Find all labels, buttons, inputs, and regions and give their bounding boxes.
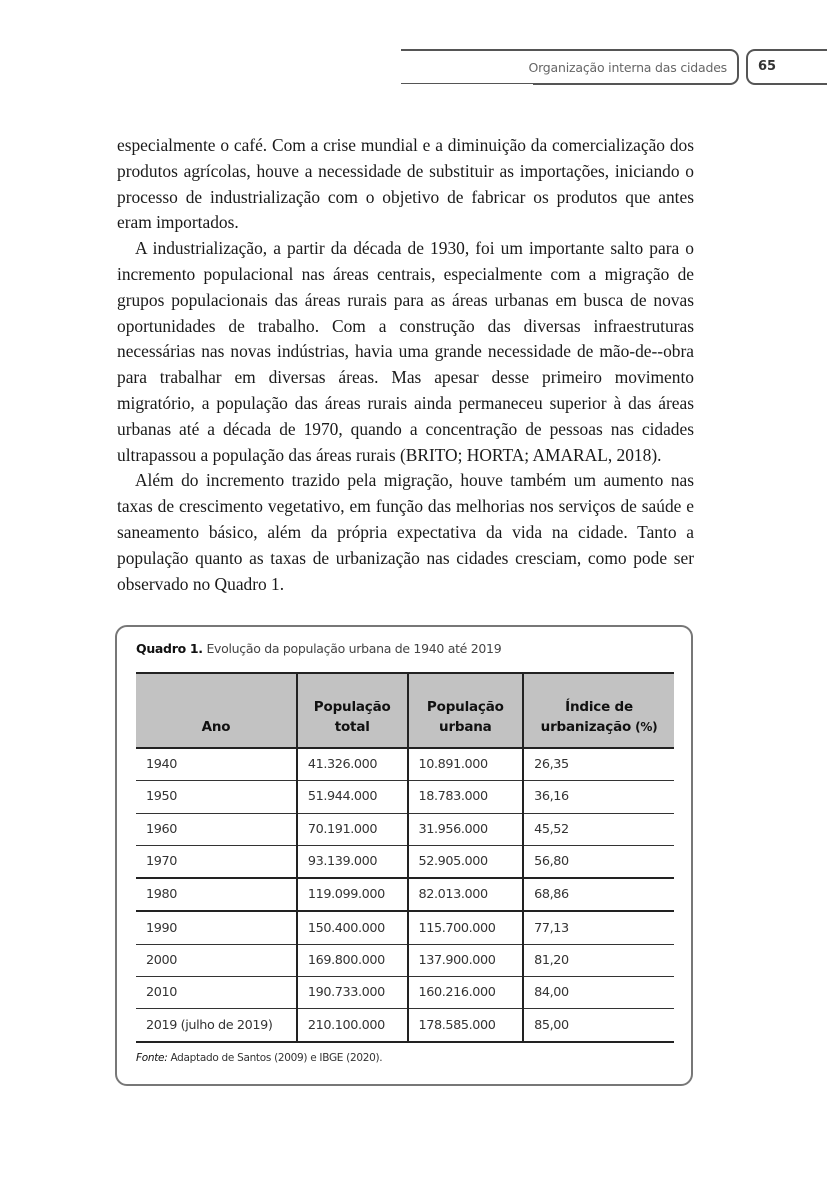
- col-header-indice: Índice de urbanização (%): [523, 673, 674, 748]
- running-header: [401, 49, 739, 85]
- cell-ano: 1960: [136, 813, 297, 845]
- cell-ano: 1970: [136, 845, 297, 878]
- cell-total: 119.099.000: [297, 878, 408, 911]
- body-text: [117, 133, 694, 597]
- caption-label: Quadro 1.: [136, 641, 203, 656]
- source-label: Fonte:: [136, 1052, 168, 1064]
- quadro-1-frame: [115, 625, 693, 1086]
- cell-urbana: 10.891.000: [408, 748, 524, 781]
- table-row: [136, 878, 674, 911]
- cell-total: 190.733.000: [297, 977, 408, 1009]
- cell-ano: 2010: [136, 977, 297, 1009]
- population-table: [136, 672, 674, 1043]
- cell-total: 70.191.000: [297, 813, 408, 845]
- cell-indice: 26,35: [523, 748, 674, 781]
- cell-total: 93.139.000: [297, 845, 408, 878]
- table-row: [136, 944, 674, 976]
- cell-total: 169.800.000: [297, 944, 408, 976]
- paragraph: A industrialização, a partir da década de 1930, foi um importante salto para o incremento populacional nas áreas centrais, especialmente com a migração de grupos populacionais das áreas rurais para as áreas urbanas em busca de novas oportunidades de trabalho. Com a construção das diversas infraestruturas necessárias nas novas indústrias, havia uma grande necessidade de mão-de--obra para trabalhar em diversas áreas. Mas apesar desse primeiro movimento migratório, a população das áreas rurais ainda permaneceu superior à das áreas urbanas até a década de 1970, quando a concentração de pessoas nas cidades ultrapassou a população das áreas rurais (BRITO; HORTA; AMARAL, 2018).: [117, 238, 694, 465]
- source-text: Adaptado de Santos (2009) e IBGE (2020).: [167, 1052, 383, 1064]
- col-header-total: População total: [297, 673, 408, 748]
- cell-total: 51.944.000: [297, 781, 408, 813]
- table-row: [136, 1009, 674, 1042]
- table-row: [136, 813, 674, 845]
- cell-indice: 45,52: [523, 813, 674, 845]
- chapter-title: Organização interna das cidades: [528, 60, 727, 75]
- source-note: [136, 1052, 382, 1064]
- cell-urbana: 31.956.000: [408, 813, 524, 845]
- cell-ano: 1990: [136, 911, 297, 944]
- cell-urbana: 18.783.000: [408, 781, 524, 813]
- table-row: [136, 748, 674, 781]
- cell-total: 210.100.000: [297, 1009, 408, 1042]
- quadro-caption: [136, 641, 501, 656]
- cell-total: 41.326.000: [297, 748, 408, 781]
- paragraph: Além do incremento trazido pela migração, houve também um aumento nas taxas de crescimento vegetativo, em função das melhorias nos serviços de saúde e saneamento básico, além da própria expectativa da vida na cidade. Tanto a população quanto as taxas de urbanização nas cidades cresciam, como pode ser observado no Quadro 1.: [117, 470, 694, 594]
- page-number-box: [746, 49, 827, 85]
- col-header-urbana: População urbana: [408, 673, 524, 748]
- cell-urbana: 178.585.000: [408, 1009, 524, 1042]
- cell-indice: 85,00: [523, 1009, 674, 1042]
- caption-text: Evolução da população urbana de 1940 até 2019: [202, 641, 502, 656]
- cell-ano: 1950: [136, 781, 297, 813]
- cell-urbana: 115.700.000: [408, 911, 524, 944]
- col-header-ano: Ano: [136, 673, 297, 748]
- table-row: [136, 781, 674, 813]
- table-header-row: [136, 673, 674, 748]
- cell-indice: 56,80: [523, 845, 674, 878]
- cell-urbana: 82.013.000: [408, 878, 524, 911]
- cell-ano: 2019 (julho de 2019): [136, 1009, 297, 1042]
- cell-urbana: 137.900.000: [408, 944, 524, 976]
- paragraph: especialmente o café. Com a crise mundial e a diminuição da comercialização dos produtos agrícolas, houve a necessidade de substituir as importações, iniciando o processo de industrialização com o objetivo de fabricar os produtos que antes eram importados.: [117, 135, 694, 233]
- cell-indice: 36,16: [523, 781, 674, 813]
- cell-indice: 84,00: [523, 977, 674, 1009]
- cell-ano: 2000: [136, 944, 297, 976]
- cell-urbana: 52.905.000: [408, 845, 524, 878]
- table-row: [136, 977, 674, 1009]
- table-row: [136, 845, 674, 878]
- cell-indice: 77,13: [523, 911, 674, 944]
- cell-ano: 1940: [136, 748, 297, 781]
- cell-indice: 68,86: [523, 878, 674, 911]
- page-number: 65: [758, 59, 777, 74]
- cell-total: 150.400.000: [297, 911, 408, 944]
- header-rule-gap: [399, 84, 533, 88]
- cell-indice: 81,20: [523, 944, 674, 976]
- cell-ano: 1980: [136, 878, 297, 911]
- cell-urbana: 160.216.000: [408, 977, 524, 1009]
- table-row: [136, 911, 674, 944]
